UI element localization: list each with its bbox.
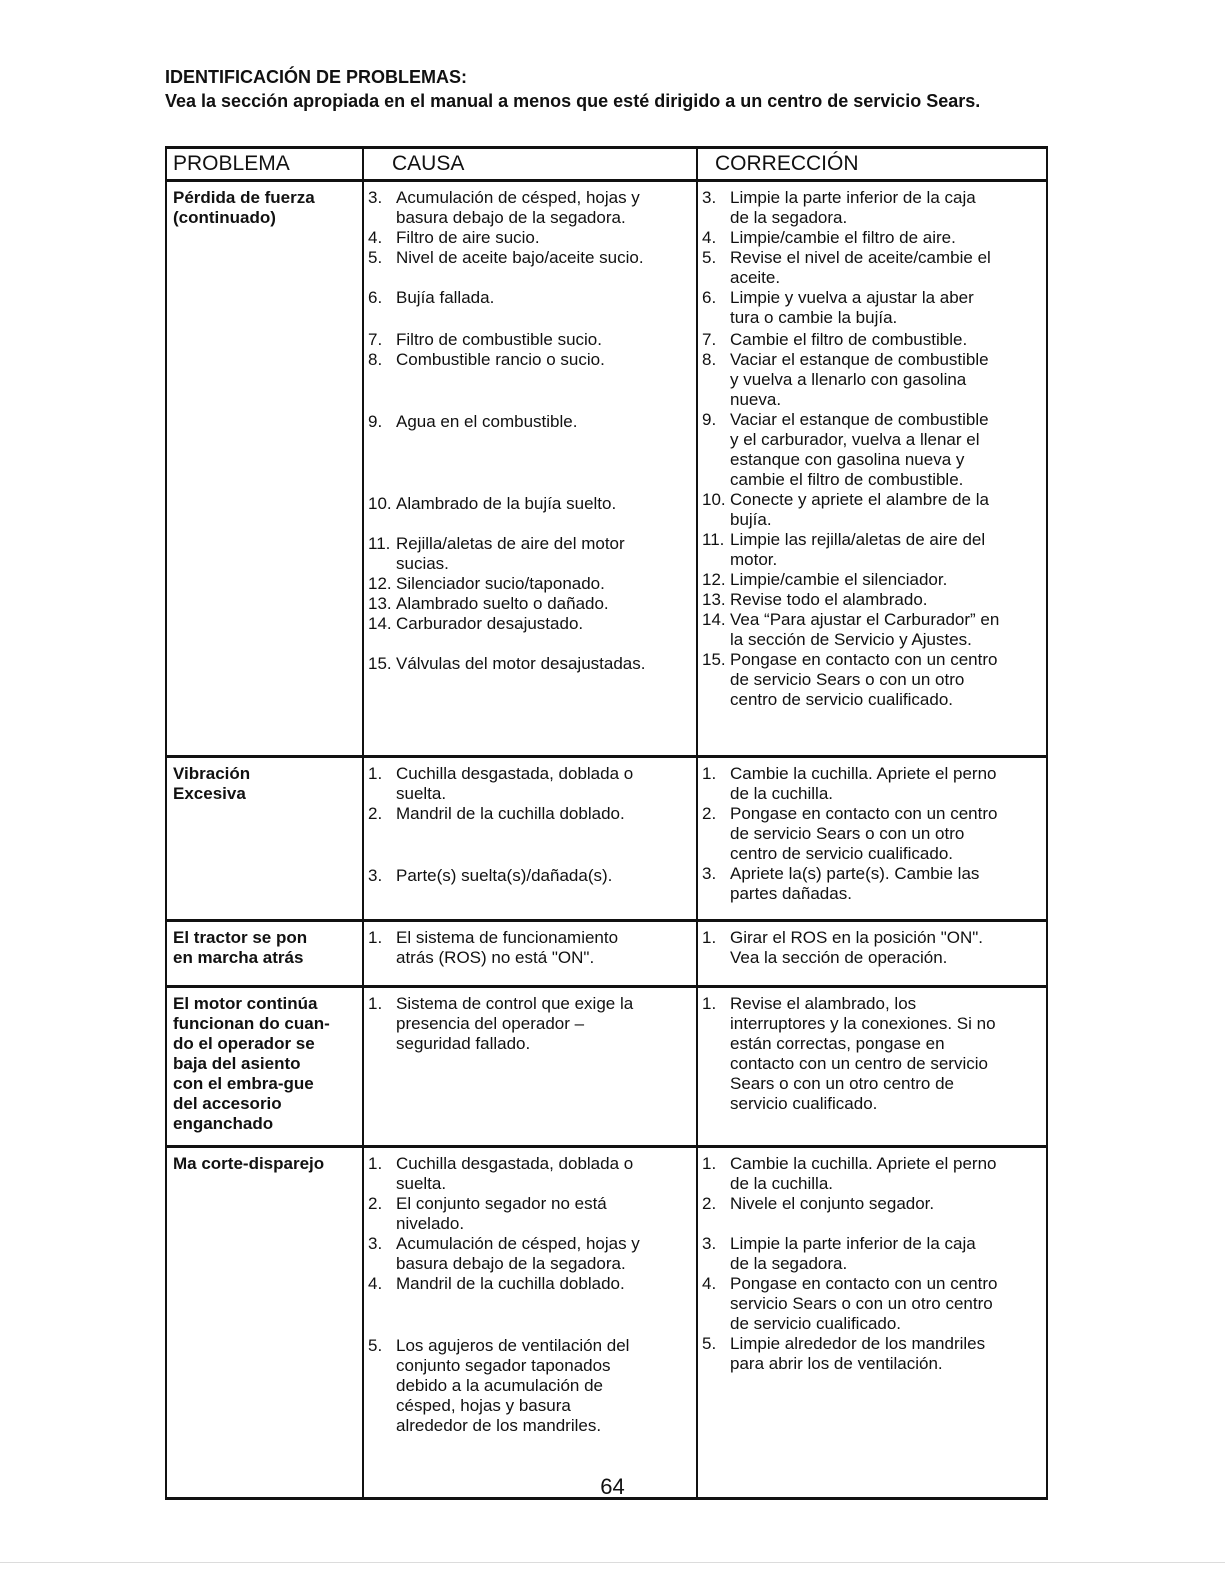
problem-text: baja del asiento: [173, 1054, 301, 1073]
item-text-line: Limpie/cambie el filtro de aire.: [730, 228, 956, 247]
item-text: [396, 1154, 694, 1194]
item-text-line: suelta.: [396, 784, 447, 803]
cause-item: [368, 574, 694, 594]
item-text-line: Sears o con un otro centro de: [730, 1074, 954, 1093]
cause-item: [368, 928, 694, 968]
problem-cell: [166, 921, 363, 987]
item-text-line: seguridad fallado.: [396, 1034, 531, 1053]
item-number: 3.: [702, 188, 717, 207]
item-number: 8.: [702, 350, 717, 369]
correction-item: [702, 188, 1044, 228]
correction-item: [702, 864, 1044, 904]
correction-cell: [697, 1147, 1047, 1499]
item-text-line: Cambie la cuchilla. Apriete el perno: [730, 764, 997, 783]
item-number: 12.: [368, 574, 392, 593]
cause-item: [368, 1274, 694, 1294]
problem-cell: [166, 1147, 363, 1499]
item-text: [730, 1334, 1044, 1374]
cause-cell: [363, 1147, 697, 1499]
table-header-row: [166, 148, 1047, 181]
cause-item: [368, 1154, 694, 1194]
item-text-line: Conecte y apriete el alambre de la: [730, 490, 989, 509]
problem-cell: [166, 757, 363, 921]
item-text: [730, 1234, 1044, 1274]
item-text-line: Limpie alrededor de los mandriles: [730, 1334, 986, 1353]
item-text-line: Mandril de la cuchilla doblado.: [396, 804, 625, 823]
item-text-line: Acumulación de césped, hojas y: [396, 1234, 640, 1253]
table-row: [166, 1147, 1047, 1499]
item-text-line: Pongase en contacto con un centro: [730, 1274, 998, 1293]
item-number: 1.: [368, 1154, 383, 1173]
item-number: 1.: [368, 764, 383, 783]
item-number: 13.: [702, 590, 726, 609]
item-number: 15.: [368, 654, 392, 673]
item-number: 8.: [368, 350, 383, 369]
problem-text: Excesiva: [173, 784, 246, 803]
item-number: 1.: [702, 1154, 717, 1173]
item-text: [396, 614, 694, 634]
item-text: [730, 288, 1044, 328]
item-number: 2.: [702, 804, 717, 823]
item-text-line: cambie el filtro de combustible.: [730, 470, 964, 489]
item-text: [730, 570, 1044, 590]
item-number: 13.: [368, 594, 392, 613]
item-text: [730, 590, 1044, 610]
item-text-line: Vea “Para ajustar el Carburador” en: [730, 610, 1000, 629]
correction-item: [702, 330, 1044, 350]
cause-item: [368, 248, 694, 268]
problem-text: del accesorio: [173, 1094, 282, 1113]
item-number: 4.: [368, 228, 383, 247]
item-text-line: Cuchilla desgastada, doblada o: [396, 1154, 634, 1173]
item-text-line: la sección de Servicio y Ajustes.: [730, 630, 972, 649]
item-text-line: Limpie la parte inferior de la caja: [730, 1234, 976, 1253]
item-text-line: atrás (ROS) no está "ON".: [396, 948, 595, 967]
item-number: 12.: [702, 570, 726, 589]
page-header: [165, 66, 1045, 112]
item-number: 3.: [702, 1234, 717, 1253]
correction-cell: [697, 181, 1047, 757]
item-number: 1.: [702, 994, 717, 1013]
item-text: [396, 804, 694, 824]
item-number: 1.: [702, 764, 717, 783]
item-text-line: Bujía fallada.: [396, 288, 495, 307]
item-number: 14.: [702, 610, 726, 629]
item-text-line: nueva.: [730, 390, 782, 409]
problem-text: Ma corte-disparejo: [173, 1154, 325, 1173]
item-text-line: Limpie la parte inferior de la caja: [730, 188, 976, 207]
item-number: 3.: [368, 188, 383, 207]
column-header-problema: PROBLEMA: [166, 148, 363, 181]
correction-cell: [697, 987, 1047, 1147]
item-text-line: estanque con gasolina nueva y: [730, 450, 965, 469]
item-text-line: bujía.: [730, 510, 772, 529]
item-text-line: de servicio Sears o con un otro: [730, 824, 965, 843]
item-text-line: Vea la sección de operación.: [730, 948, 948, 967]
correction-item: [702, 350, 1044, 410]
item-text-line: aceite.: [730, 268, 781, 287]
item-text-line: suelta.: [396, 1174, 447, 1193]
correction-cell: [697, 921, 1047, 987]
item-text-line: debido a la acumulación de: [396, 1376, 603, 1395]
page-subtitle: Vea la sección apropiada en el manual a menos que esté dirigido a un centro de servicio Sears.: [165, 91, 981, 111]
item-text: [396, 994, 694, 1054]
item-text-line: Parte(s) suelta(s)/dañada(s).: [396, 866, 613, 885]
item-text: [730, 330, 1044, 350]
item-text: [396, 928, 694, 968]
item-text: [396, 350, 694, 370]
column-header-causa: CAUSA: [363, 148, 697, 181]
item-text-line: Filtro de combustible sucio.: [396, 330, 602, 349]
item-text-line: están correctas, pongase en: [730, 1034, 945, 1053]
correction-item: [702, 1274, 1044, 1334]
page-title: IDENTIFICACIÓN DE PROBLEMAS:: [165, 67, 468, 87]
correction-item: [702, 288, 1044, 328]
item-text-line: Silenciador sucio/taponado.: [396, 574, 605, 593]
item-number: 7.: [702, 330, 717, 349]
item-text: [730, 410, 1044, 490]
item-number: 1.: [702, 928, 717, 947]
item-number: 15.: [702, 650, 726, 669]
item-text-line: partes dañadas.: [730, 884, 852, 903]
item-number: 1.: [368, 994, 383, 1013]
item-text-line: conjunto segador taponados: [396, 1356, 611, 1375]
item-number: 9.: [702, 410, 717, 429]
item-text: [396, 330, 694, 350]
cause-item: [368, 1234, 694, 1274]
item-text: [396, 494, 694, 514]
item-text-line: Apriete la(s) parte(s). Cambie las: [730, 864, 980, 883]
problem-text: do el operador se: [173, 1034, 315, 1053]
cause-item: [368, 594, 694, 614]
item-text-line: y el carburador, vuelva a llenar el: [730, 430, 980, 449]
item-text-line: Agua en el combustible.: [396, 412, 578, 431]
correction-item: [702, 590, 1044, 610]
problem-text: Pérdida de fuerza: [173, 188, 315, 207]
cause-item: [368, 228, 694, 248]
item-text-line: alrededor de los mandriles.: [396, 1416, 602, 1435]
item-text: [730, 490, 1044, 530]
item-text-line: Filtro de aire sucio.: [396, 228, 540, 247]
correction-item: [702, 650, 1044, 710]
item-text-line: centro de servicio cualificado.: [730, 844, 954, 863]
item-text-line: de la segadora.: [730, 208, 848, 227]
item-text: [396, 764, 694, 804]
item-text-line: Combustible rancio o sucio.: [396, 350, 605, 369]
item-text: [730, 804, 1044, 864]
item-text-line: y vuelva a llenarlo con gasolina: [730, 370, 967, 389]
item-number: 9.: [368, 412, 383, 431]
item-text-line: de servicio Sears o con un otro: [730, 670, 965, 689]
problem-text: El tractor se pon: [173, 928, 308, 947]
item-text: [730, 1194, 1044, 1214]
cause-item: [368, 494, 694, 514]
item-text-line: sucias.: [396, 554, 449, 573]
item-text: [396, 188, 694, 228]
item-number: 10.: [702, 490, 726, 509]
cause-item: [368, 994, 694, 1054]
problem-text: con el embra-gue: [173, 1074, 314, 1093]
problem-text: en marcha atrás: [173, 948, 304, 967]
item-text-line: Cambie el filtro de combustible.: [730, 330, 968, 349]
item-text-line: Cuchilla desgastada, doblada o: [396, 764, 634, 783]
item-text-line: Girar el ROS en la posición "ON".: [730, 928, 983, 947]
correction-item: [702, 228, 1044, 248]
item-number: 5.: [368, 1336, 383, 1355]
troubleshooting-table: [165, 146, 1048, 1500]
item-text-line: interruptores y la conexiones. Si no: [730, 1014, 996, 1033]
item-text-line: césped, hojas y basura: [396, 1396, 571, 1415]
item-text: [730, 248, 1044, 288]
item-text-line: Nivele el conjunto segador.: [730, 1194, 935, 1213]
item-text-line: de servicio cualificado.: [730, 1314, 902, 1333]
item-text: [730, 764, 1044, 804]
item-text: [396, 248, 694, 268]
item-text-line: Alambrado de la bujía suelto.: [396, 494, 617, 513]
item-text-line: presencia del operador –: [396, 1014, 585, 1033]
cause-item: [368, 654, 694, 674]
item-text: [396, 412, 694, 432]
page-number: 64: [600, 1474, 625, 1499]
cause-cell: [363, 921, 697, 987]
correction-item: [702, 928, 1044, 968]
item-text-line: tura o cambie la bujía.: [730, 308, 898, 327]
item-text: [730, 650, 1044, 710]
correction-item: [702, 490, 1044, 530]
item-number: 6.: [702, 288, 717, 307]
item-text: [396, 228, 694, 248]
item-number: 2.: [368, 804, 383, 823]
item-text-line: Carburador desajustado.: [396, 614, 584, 633]
item-number: 14.: [368, 614, 392, 633]
cause-item: [368, 614, 694, 634]
item-number: 2.: [702, 1194, 717, 1213]
item-text-line: motor.: [730, 550, 778, 569]
item-number: 6.: [368, 288, 383, 307]
correction-item: [702, 764, 1044, 804]
item-text-line: Los agujeros de ventilación del: [396, 1336, 630, 1355]
item-text-line: contacto con un centro de servicio: [730, 1054, 988, 1073]
item-text: [730, 1154, 1044, 1194]
item-text-line: servicio cualificado.: [730, 1094, 878, 1113]
correction-item: [702, 804, 1044, 864]
item-text: [396, 1194, 694, 1234]
cause-item: [368, 1336, 694, 1436]
item-text-line: de la cuchilla.: [730, 784, 834, 803]
problem-text: El motor continúa: [173, 994, 318, 1013]
item-text-line: El sistema de funcionamiento: [396, 928, 619, 947]
correction-item: [702, 1234, 1044, 1274]
item-text: [730, 928, 1044, 968]
item-text-line: Limpie las rejilla/aletas de aire del: [730, 530, 986, 549]
correction-item: [702, 410, 1044, 490]
item-text-line: Revise el alambrado, los: [730, 994, 917, 1013]
item-text-line: Acumulación de césped, hojas y: [396, 188, 640, 207]
item-text: [730, 530, 1044, 570]
item-text-line: Sistema de control que exige la: [396, 994, 634, 1013]
item-number: 7.: [368, 330, 383, 349]
item-text-line: centro de servicio cualificado.: [730, 690, 954, 709]
table-row: [166, 757, 1047, 921]
item-text: [396, 654, 694, 674]
table-row: [166, 921, 1047, 987]
item-text-line: Vaciar el estanque de combustible: [730, 410, 989, 429]
item-number: 10.: [368, 494, 392, 513]
item-text: [730, 1274, 1044, 1334]
correction-item: [702, 1334, 1044, 1374]
item-text-line: basura debajo de la segadora.: [396, 208, 626, 227]
item-number: 5.: [702, 248, 717, 267]
item-number: 11.: [368, 534, 391, 553]
item-text-line: Revise todo el alambrado.: [730, 590, 928, 609]
item-text-line: Mandril de la cuchilla doblado.: [396, 1274, 625, 1293]
item-text: [396, 534, 694, 574]
cause-item: [368, 350, 694, 370]
item-number: 5.: [702, 1334, 717, 1353]
cause-item: [368, 412, 694, 432]
item-text: [396, 866, 694, 886]
cause-item: [368, 1194, 694, 1234]
scan-edge-line: [0, 1562, 1225, 1563]
item-text-line: Válvulas del motor desajustadas.: [396, 654, 646, 673]
correction-item: [702, 1154, 1044, 1194]
item-number: 1.: [368, 928, 383, 947]
problem-text: enganchado: [173, 1114, 274, 1133]
item-number: 4.: [702, 1274, 717, 1293]
item-text: [730, 188, 1044, 228]
item-text-line: basura debajo de la segadora.: [396, 1254, 626, 1273]
item-text-line: nivelado.: [396, 1214, 465, 1233]
item-number: 11.: [702, 530, 725, 549]
cause-item: [368, 330, 694, 350]
item-text: [730, 228, 1044, 248]
item-text-line: Revise el nivel de aceite/cambie el: [730, 248, 991, 267]
cause-cell: [363, 757, 697, 921]
problem-text: funcionan do cuan-: [173, 1014, 330, 1033]
cause-item: [368, 288, 694, 308]
correction-cell: [697, 757, 1047, 921]
item-text-line: de la segadora.: [730, 1254, 848, 1273]
item-number: 3.: [368, 1234, 383, 1253]
item-text-line: Cambie la cuchilla. Apriete el perno: [730, 1154, 997, 1173]
item-text-line: de la cuchilla.: [730, 1174, 834, 1193]
item-text-line: El conjunto segador no está: [396, 1194, 607, 1213]
correction-item: [702, 1194, 1044, 1214]
item-number: 4.: [368, 1274, 383, 1293]
item-text: [396, 288, 694, 308]
cause-cell: [363, 181, 697, 757]
correction-item: [702, 610, 1044, 650]
column-header-correccion: CORRECCIÓN: [697, 148, 1047, 181]
item-number: 2.: [368, 1194, 383, 1213]
problem-cell: [166, 987, 363, 1147]
item-text-line: para abrir los de ventilación.: [730, 1354, 943, 1373]
correction-item: [702, 248, 1044, 288]
table-row: [166, 987, 1047, 1147]
item-number: 4.: [702, 228, 717, 247]
item-text-line: Limpie/cambie el silenciador.: [730, 570, 948, 589]
cause-item: [368, 804, 694, 824]
item-number: 3.: [702, 864, 717, 883]
problem-text: (continuado): [173, 208, 276, 227]
item-text: [730, 350, 1044, 410]
item-text-line: Alambrado suelto o dañado.: [396, 594, 609, 613]
item-text-line: Pongase en contacto con un centro: [730, 650, 998, 669]
correction-item: [702, 570, 1044, 590]
cause-item: [368, 188, 694, 228]
item-text-line: Rejilla/aletas de aire del motor: [396, 534, 625, 553]
item-text: [396, 594, 694, 614]
item-text: [396, 574, 694, 594]
item-text: [396, 1336, 694, 1436]
item-text: [396, 1234, 694, 1274]
item-text-line: Nivel de aceite bajo/aceite sucio.: [396, 248, 644, 267]
item-number: 3.: [368, 866, 383, 885]
correction-item: [702, 530, 1044, 570]
cause-item: [368, 534, 694, 574]
item-text-line: Pongase en contacto con un centro: [730, 804, 998, 823]
item-number: 5.: [368, 248, 383, 267]
item-text-line: servicio Sears o con un otro centro: [730, 1294, 993, 1313]
cause-item: [368, 866, 694, 886]
cause-item: [368, 764, 694, 804]
cause-cell: [363, 987, 697, 1147]
item-text-line: Limpie y vuelva a ajustar la aber: [730, 288, 974, 307]
correction-item: [702, 994, 1044, 1114]
item-text-line: Vaciar el estanque de combustible: [730, 350, 989, 369]
item-text: [396, 1274, 694, 1294]
item-text: [730, 610, 1044, 650]
item-text: [730, 864, 1044, 904]
problem-text: Vibración: [173, 764, 251, 783]
item-text: [730, 994, 1044, 1114]
problem-cell: [166, 181, 363, 757]
table-row: [166, 181, 1047, 757]
